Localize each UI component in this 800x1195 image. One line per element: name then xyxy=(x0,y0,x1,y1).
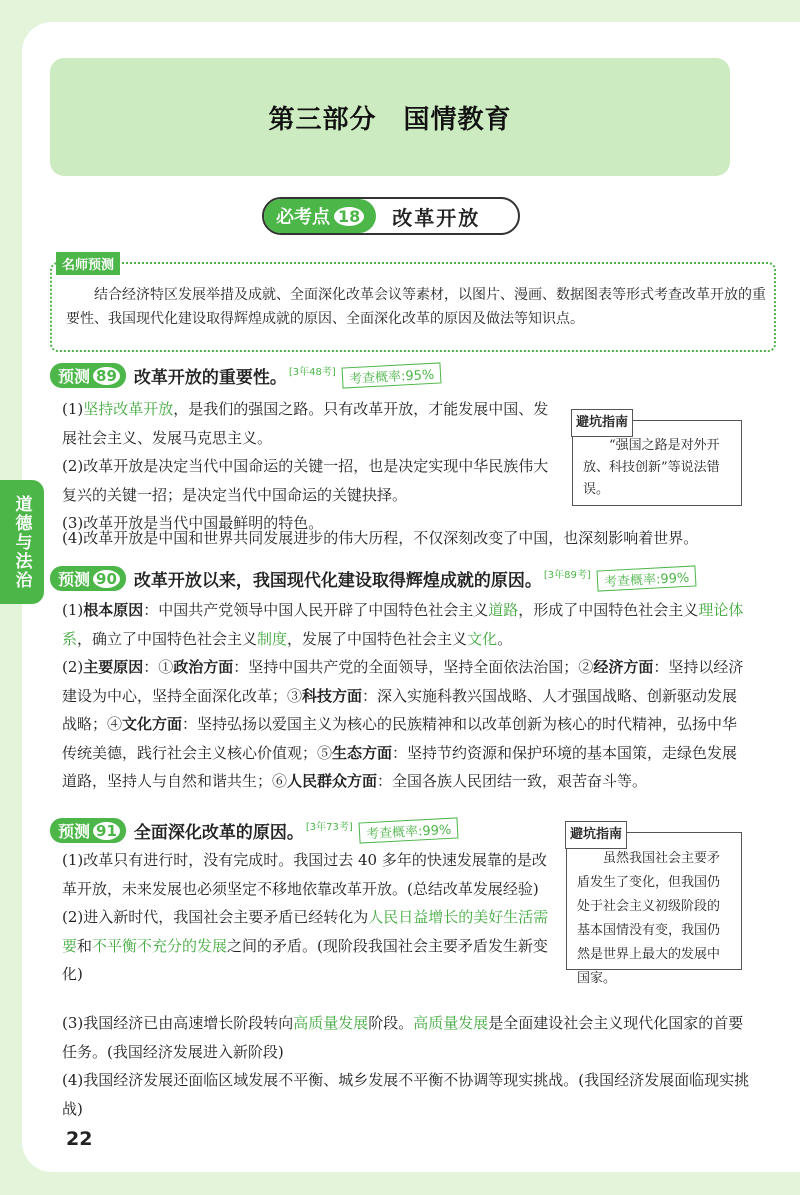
probability-stamp: 考查概率:99% xyxy=(596,565,696,591)
section-badge xyxy=(50,818,126,843)
item: (1)改革只有进行时，没有完成时。我国过去 40 多年的快速发展靠的是改革开放，未来发展也必须坚定不移地依靠改革开放。(总结改革发展经验) xyxy=(62,851,547,898)
badge-number: 90 xyxy=(93,570,120,588)
section-title: 改革开放的重要性。 xyxy=(133,368,287,388)
badge-label: 预测 xyxy=(58,822,91,841)
prediction-label: 名师预测 xyxy=(56,252,120,275)
keypoint-number: 18 xyxy=(334,207,364,226)
section-90-body xyxy=(62,596,752,796)
section-title: 全面深化改革的原因。 xyxy=(133,823,304,843)
item: (2)改革开放是决定当代中国命运的关键一招，也是决定实现中华民族伟大复兴的关键一招；是决定当代中国命运的关键抉择。 xyxy=(62,457,549,504)
section-source: [3年48考] xyxy=(288,367,336,378)
section-badge xyxy=(50,363,126,388)
part-banner xyxy=(50,58,730,176)
badge-label: 预测 xyxy=(58,570,91,589)
subject-side-tab xyxy=(0,480,44,604)
tip-box-1 xyxy=(572,415,742,506)
keypoint-tag-label: 必考点 xyxy=(276,207,330,228)
section-heading-89 xyxy=(50,363,441,388)
badge-number: 91 xyxy=(93,822,120,840)
keypoint-title: 改革开放 xyxy=(392,205,481,230)
item: (4)我国经济发展还面临区域发展不平衡、城乡发展不平衡不协调等现实挑战。(我国经济发展面临现实挑战) xyxy=(62,1071,750,1118)
item: (3)我国经济已由高速增长阶段转向高质量发展阶段。高质量发展是全面建设社会主义现代化国家的首要任务。(我国经济发展进入新阶段) xyxy=(62,1014,744,1061)
probability-stamp: 考查概率:95% xyxy=(341,362,441,388)
page-number: 22 xyxy=(66,1128,93,1150)
tip-box-2 xyxy=(566,827,742,986)
section-heading-91 xyxy=(50,818,458,843)
item: (2)主要原因：①政治方面：坚持中国共产党的全面领导，坚持全面依法治国；②经济方面：坚持以经济建设为中心，坚持全面深化改革；③科技方面：深入实施科教兴国战略、人才强国战略、创新驱动发展战略；④文化方面：坚持弘扬以爱国主义为核心的民族精神和以改革创新为核心的时代精神，弘扬中华传统美德，践行社会主义核心价值观；⑤生态方面：坚持节约资源和保护环境的基本国策，走绿色发展道路，坚持人与自然和谐共生；⑥人民群众方面：全国各族人民团结一致，艰苦奋斗等。 xyxy=(62,658,744,790)
subject-label: 道德与法治 xyxy=(11,494,32,590)
item: (2)进入新时代，我国社会主要矛盾已经转化为人民日益增长的美好生活需要和不平衡不充分的发展之间的矛盾。(现阶段我国社会主要矛盾发生新变化) xyxy=(62,908,549,983)
section-source: [3年89考] xyxy=(543,570,591,581)
section-91-body-cont xyxy=(62,1009,752,1123)
keypoint-header xyxy=(262,197,520,235)
tip-label: 避坑指南 xyxy=(565,821,627,849)
section-badge xyxy=(50,566,126,591)
item: (1)坚持改革开放，是我们的强国之路。只有改革开放，才能发展中国、发展社会主义、发展马克思主义。 xyxy=(62,400,549,447)
tip-label: 避坑指南 xyxy=(571,409,633,437)
badge-number: 89 xyxy=(93,367,120,385)
prediction-text: 结合经济特区发展举措及成就、全面深化改革会议等素材，以图片、漫画、数据图表等形式考查改革开放的重要性、我国现代化建设取得辉煌成就的原因、全面深化改革的原因及做法等知识点。 xyxy=(66,287,766,327)
section-heading-90 xyxy=(50,566,696,591)
part-title: 第三部分 国情教育 xyxy=(268,104,512,135)
tip-text: 虽然我国社会主要矛盾发生了变化，但我国仍处于社会主义初级阶段的基本国情没有变，我国仍然是世界上最大的发展中国家。 xyxy=(577,851,721,986)
section-source: [3年73考] xyxy=(305,822,353,833)
probability-stamp: 考查概率:99% xyxy=(358,817,458,843)
tip-text: “强国之路是对外开放、科技创新”等说法错误。 xyxy=(583,438,720,497)
section-title: 改革开放以来，我国现代化建设取得辉煌成就的原因。 xyxy=(133,571,542,591)
item: (3)改革开放是当代中国最鲜明的特色。 xyxy=(62,514,324,532)
section-91-body xyxy=(62,846,557,989)
item: (1)根本原因：中国共产党领导中国人民开辟了中国特色社会主义道路，形成了中国特色社会主义理论体系，确立了中国特色社会主义制度，发展了中国特色社会主义文化。 xyxy=(62,601,744,648)
badge-label: 预测 xyxy=(58,367,91,386)
section-89-body xyxy=(62,395,562,538)
keypoint-tag xyxy=(264,199,376,233)
section-89-item-4: (4)改革开放是中国和世界共同发展进步的伟大历程，不仅深刻改变了中国，也深刻影响着世界。 xyxy=(62,529,699,547)
